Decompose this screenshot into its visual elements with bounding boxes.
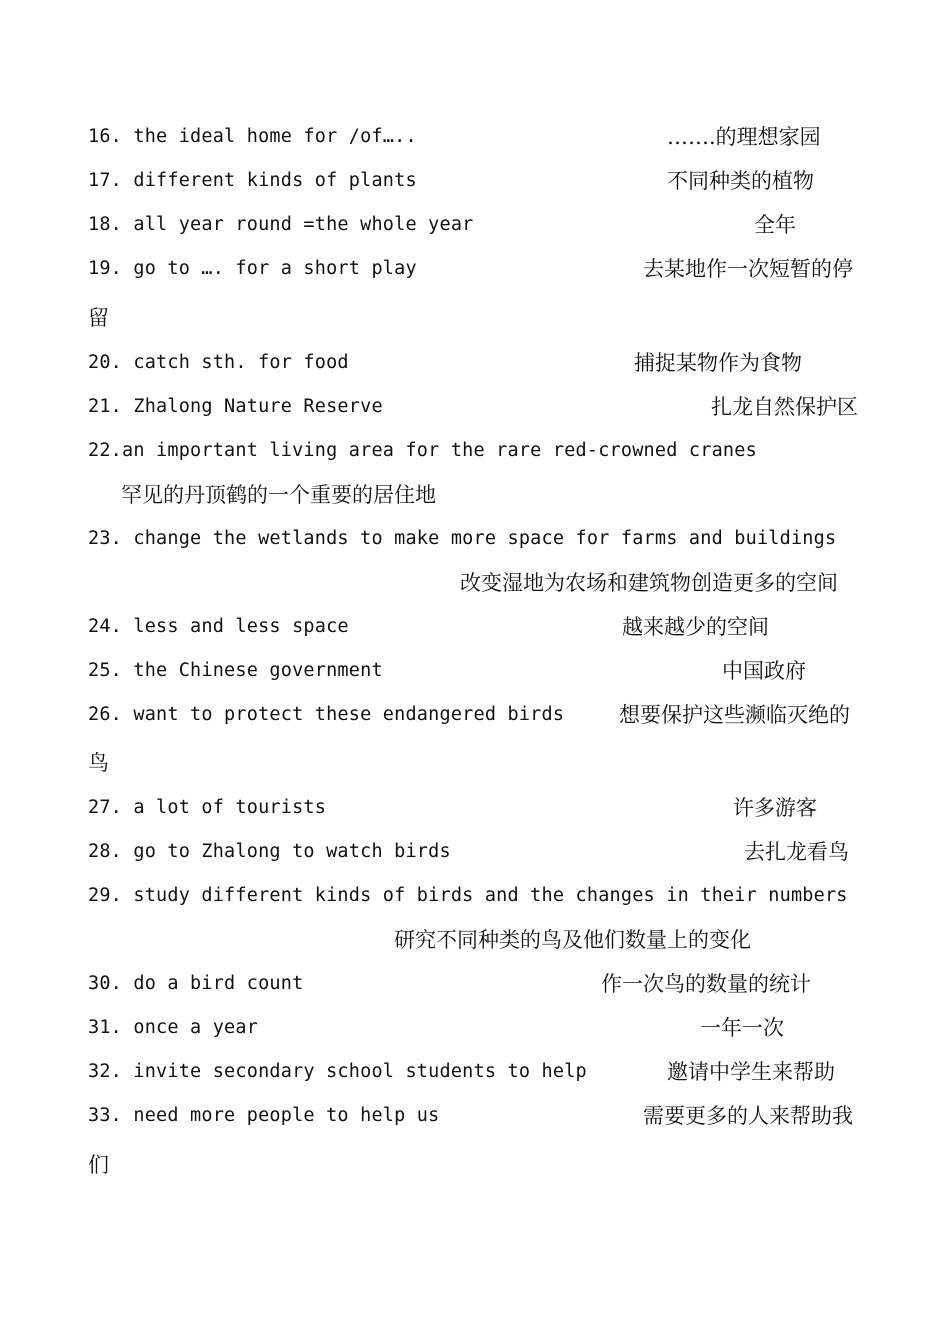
entry-30-chinese: 作一次鸟的数量的统计 [601,972,811,996]
entry-27-chinese: 许多游客 [733,796,817,820]
entry-32-chinese: 邀请中学生来帮助 [667,1060,835,1084]
entry-23-english: 23. change the wetlands to make more space for farms and buildings [88,528,837,549]
entry-28-chinese: 去扎龙看鸟 [744,840,849,864]
entry-22-english: 22.an important living area for the rare red-crowned cranes [88,440,757,461]
entry-33-english: 33. need more people to help us [88,1105,440,1126]
entry-30-english: 30. do a bird count [88,973,304,994]
entry-25-english: 25. the Chinese government [88,660,383,681]
entry-32-english: 32. invite secondary school students to help [88,1061,587,1082]
entry-26-chinese: 想要保护这些濒临灭绝的 [619,703,850,727]
entry-33-chinese: 需要更多的人来帮助我 [643,1104,853,1128]
entry-17-chinese: 不同种类的植物 [667,169,814,193]
entry-22-chinese: 罕见的丹顶鹤的一个重要的居住地 [121,483,436,507]
entry-24-chinese: 越来越少的空间 [622,615,769,639]
entry-25-chinese: 中国政府 [722,659,806,683]
entry-27-english: 27. a lot of tourists [88,797,327,818]
entry-33-chinese-continued: 们 [88,1153,109,1177]
entry-31-chinese: 一年一次 [700,1016,784,1040]
entry-21-chinese: 扎龙自然保护区 [711,395,858,419]
entry-26-english: 26. want to protect these endangered birds [88,704,565,725]
entry-16-english: 16. the ideal home for /of….. [88,126,417,147]
entry-19-chinese-continued: 留 [88,306,109,330]
entry-29-english: 29. study different kinds of birds and the changes in their numbers [88,885,848,906]
entry-21-english: 21. Zhalong Nature Reserve [88,396,383,417]
entry-18-chinese: 全年 [754,213,796,237]
entry-28-english: 28. go to Zhalong to watch birds [88,841,451,862]
entry-23-chinese: 改变湿地为农场和建筑物创造更多的空间 [460,571,838,595]
entry-16-chinese: …….的理想家园 [667,125,821,149]
entry-19-chinese: 去某地作一次短暂的停 [643,257,853,281]
entry-24-english: 24. less and less space [88,616,349,637]
entry-20-english: 20. catch sth. for food [88,352,349,373]
entry-20-chinese: 捕捉某物作为食物 [634,351,802,375]
entry-19-english: 19. go to …. for a short play [88,258,417,279]
entry-31-english: 31. once a year [88,1017,259,1038]
entry-26-chinese-continued: 鸟 [88,751,109,775]
entry-18-english: 18. all year round =the whole year [88,214,474,235]
entry-29-chinese: 研究不同种类的鸟及他们数量上的变化 [394,928,751,952]
entry-17-english: 17. different kinds of plants [88,170,417,191]
